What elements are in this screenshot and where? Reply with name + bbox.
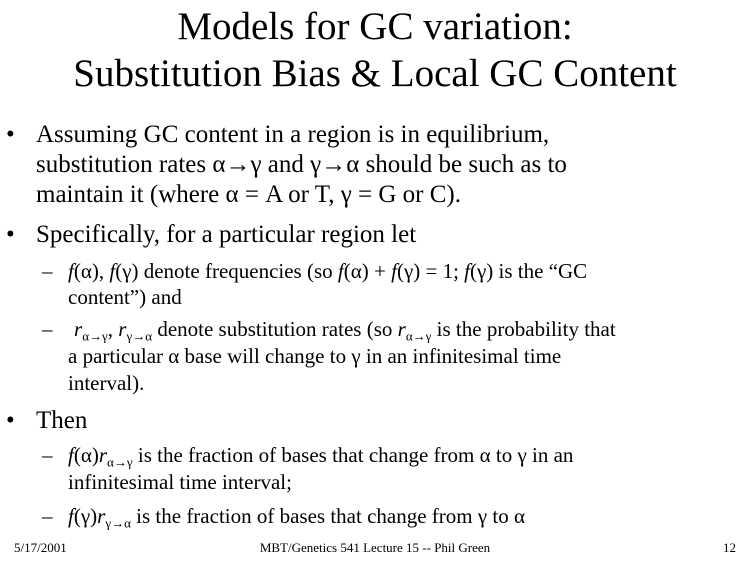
bullet3-sub2-line1: $f(\gamma)r_{\gamma\to\alpha}$ is the fraction of bases that change from γ to α <box>68 504 526 531</box>
bullet3-text: Then <box>36 407 88 434</box>
bullet3-sub1-line2: infinitesimal time interval; <box>68 470 292 494</box>
sub-dash: – <box>42 443 53 467</box>
bullet2-sub1-line1: f(α), f(γ) denote frequencies (so f(α) + f(γ) = 1; f(γ) is the “GC <box>68 259 588 283</box>
sub-dash: – <box>42 259 53 283</box>
bullet-dot: • <box>6 407 15 434</box>
bullet1-line3: maintain it (where α = A or T, γ = G or C). <box>36 181 461 208</box>
slide-title <box>0 3 750 97</box>
bullet2-text: Specifically, for a particular region let <box>36 221 417 248</box>
bullet2-sub2-line3: interval). <box>68 371 145 395</box>
footer-course: MBT/Genetics 541 Lecture 15 -- Phil Green <box>259 540 491 555</box>
title-line-1: Models for GC variation: <box>177 5 573 48</box>
bullet2-sub2-line1: $r_{\alpha\to\gamma}$, $r_{\gamma\to\alpha}$ denote substitution rates (so $r_{\alpha\to\gamma}$ is the probability that <box>74 317 616 344</box>
sub-dash: – <box>42 504 53 528</box>
bullet-dot: • <box>6 221 15 248</box>
bullet1-line2: substitution rates α→γ and γ→α should be such as to <box>36 151 567 178</box>
bullet2-sub2-line2: a particular α base will change to γ in an infinitesimal time <box>68 344 562 368</box>
bullet1-line1: Assuming GC content in a region is in equilibrium, <box>36 121 550 148</box>
title-line-2: Substitution Bias & Local GC Content <box>73 52 677 95</box>
footer-page-number: 12 <box>723 540 736 555</box>
bullet2-sub1-line2: content”) and <box>68 285 182 309</box>
sub-dash: – <box>42 317 53 341</box>
bullet3-sub1-line1: $f(\alpha)r_{\alpha\to\gamma}$ is the fraction of bases that change from α to γ in an <box>68 443 574 470</box>
bullet-dot: • <box>6 121 15 148</box>
footer-date: 5/17/2001 <box>14 540 67 555</box>
